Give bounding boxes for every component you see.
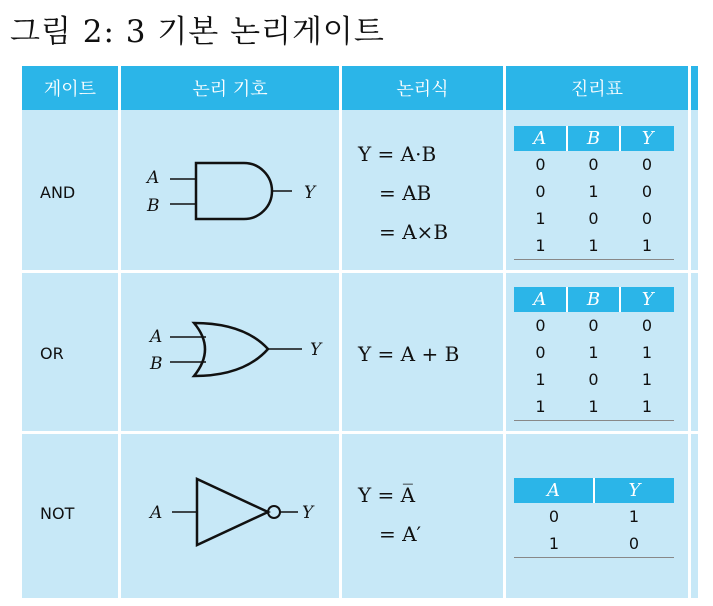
truth-cell: 1: [548, 534, 560, 553]
gate-name-or: OR: [40, 344, 64, 363]
truth-cell: 0: [588, 155, 599, 174]
truth-cell: 1: [535, 209, 546, 228]
truth-cell: 0: [641, 316, 653, 335]
truth-cell: 1: [588, 236, 599, 255]
truth-cell: 0: [641, 182, 653, 201]
not-input-a-label: A: [150, 503, 163, 523]
truth-row: [514, 151, 674, 178]
truth-row: [514, 503, 674, 530]
truth-row: [514, 232, 674, 259]
truth-cell: 1: [628, 507, 640, 526]
truth-row: [514, 339, 674, 366]
truth-cell: 1: [588, 343, 599, 362]
truth-cell: 0: [548, 507, 560, 526]
truth-header-cell: B: [568, 287, 622, 312]
not-gate-symbol: [132, 464, 332, 564]
truth-header-cell: B: [568, 126, 622, 151]
truth-row: [514, 366, 674, 393]
truth-row: [514, 205, 674, 232]
header-truth-table: 진리표: [506, 66, 688, 110]
and-expression-line-1: Y = A·B: [358, 142, 437, 166]
truth-cell: 0: [535, 155, 546, 174]
header-expression: 논리식: [342, 66, 503, 110]
truth-cell: 0: [588, 316, 599, 335]
and-output-label: Y: [304, 183, 316, 203]
row-divider: [22, 431, 698, 434]
truth-cell: 0: [535, 182, 546, 201]
truth-cell: 0: [641, 209, 653, 228]
not-expression-line-2: = A′: [379, 522, 422, 546]
or-expression: Y = A + B: [358, 342, 460, 366]
column-divider: [688, 66, 691, 598]
and-expression-line-2: = AB: [379, 181, 432, 205]
gate-name-not: NOT: [40, 504, 75, 523]
truth-row: [514, 312, 674, 339]
and-expression-line-3: = A×B: [379, 220, 449, 244]
column-divider: [118, 66, 121, 598]
truth-cell: 0: [535, 316, 546, 335]
truth-cell: 1: [535, 370, 546, 389]
not-output-label: Y: [302, 503, 314, 523]
gate-name-and: AND: [40, 183, 76, 202]
truth-cell: 1: [641, 343, 653, 362]
truth-cell: 0: [588, 370, 599, 389]
truth-cell: 1: [588, 182, 599, 201]
and-gate-symbol: [132, 148, 332, 248]
header-gate: 게이트: [22, 66, 118, 110]
or-output-label: Y: [310, 340, 322, 360]
column-divider: [339, 66, 342, 598]
truth-cell: 0: [628, 534, 640, 553]
truth-header-cell: A: [514, 478, 595, 503]
truth-header-cell: Y: [628, 480, 641, 501]
truth-table-bottom-rule: [514, 557, 674, 558]
truth-header-cell: A: [514, 287, 568, 312]
figure-caption: 그림 2: 3 기본 논리게이트: [10, 14, 385, 50]
truth-header-cell: Y: [641, 289, 654, 310]
truth-header-cell: A: [514, 126, 568, 151]
truth-cell: 1: [641, 236, 653, 255]
or-input-b-label: B: [150, 354, 163, 374]
column-divider: [503, 66, 506, 598]
or-truth-table: [514, 287, 674, 421]
truth-cell: 0: [588, 209, 599, 228]
and-input-b-label: B: [147, 196, 160, 216]
row-divider: [22, 270, 698, 273]
header-edge: [691, 66, 698, 110]
not-expression-line-1: Y = A̅: [358, 483, 416, 507]
and-input-a-label: A: [147, 168, 160, 188]
truth-cell: 1: [535, 397, 546, 416]
or-gate-symbol: [132, 309, 332, 409]
truth-cell: 1: [641, 397, 653, 416]
logic-gate-table: [22, 66, 698, 598]
truth-cell: 1: [588, 397, 599, 416]
truth-cell: 0: [535, 343, 546, 362]
truth-cell: 1: [535, 236, 546, 255]
truth-row: [514, 530, 674, 557]
truth-row: [514, 178, 674, 205]
or-input-a-label: A: [150, 327, 163, 347]
not-truth-table: [514, 478, 674, 558]
header-symbol: 논리 기호: [121, 66, 339, 110]
truth-cell: 0: [641, 155, 653, 174]
truth-cell: 1: [641, 370, 653, 389]
truth-header-cell: Y: [641, 128, 654, 149]
and-truth-table: [514, 126, 674, 260]
truth-table-bottom-rule: [514, 420, 674, 421]
truth-table-bottom-rule: [514, 259, 674, 260]
truth-row: [514, 393, 674, 420]
